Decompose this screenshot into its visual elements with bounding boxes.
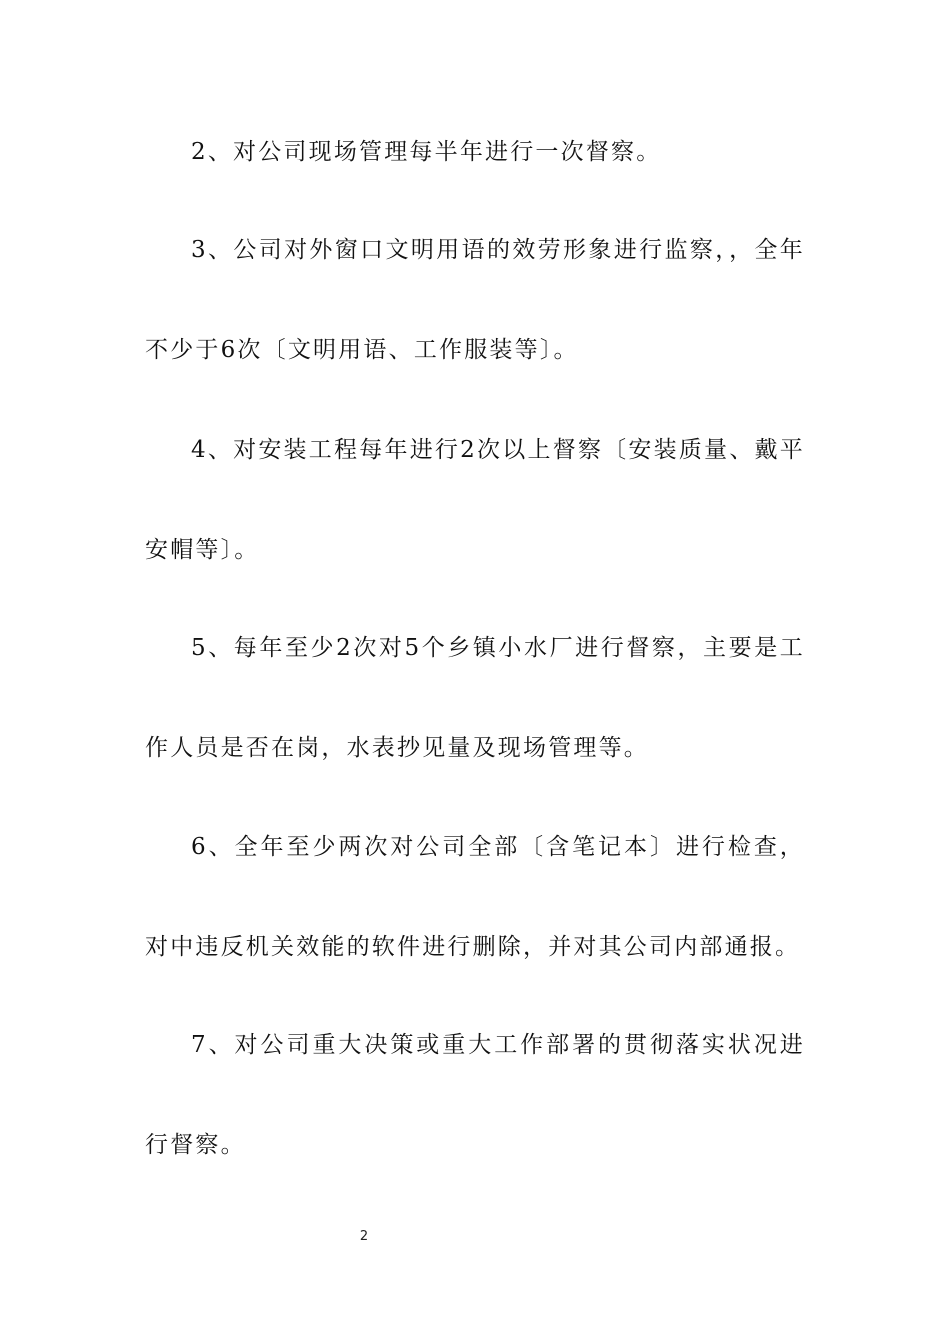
paragraph-item-7: 7、对公司重大决策或重大工作部署的贯彻落实状况进行督察。 [145,1032,805,1158]
paragraph-item-6: 6、全年至少两次对公司全部〔含笔记本〕进行检查，对中违反机关效能的软件进行删除，并对其公司内部通报。 [145,834,805,960]
page-number: 2 [359,1229,369,1244]
paragraph-item-2: 2、对公司现场管理每半年进行一次督察。 [191,139,662,165]
paragraph-item-3: 3、公司对外窗口文明用语的效劳形象进行监察，，全年不少于6次〔文明用语、工作服装等〕。 [145,237,805,363]
paragraph-item-4: 4、对安装工程每年进行2次以上督察〔安装质量、戴平安帽等〕。 [145,437,805,563]
paragraph-item-5: 5、每年至少2次对5个乡镇小水厂进行督察，主要是工作人员是否在岗，水表抄见量及现场管理等。 [145,635,805,761]
